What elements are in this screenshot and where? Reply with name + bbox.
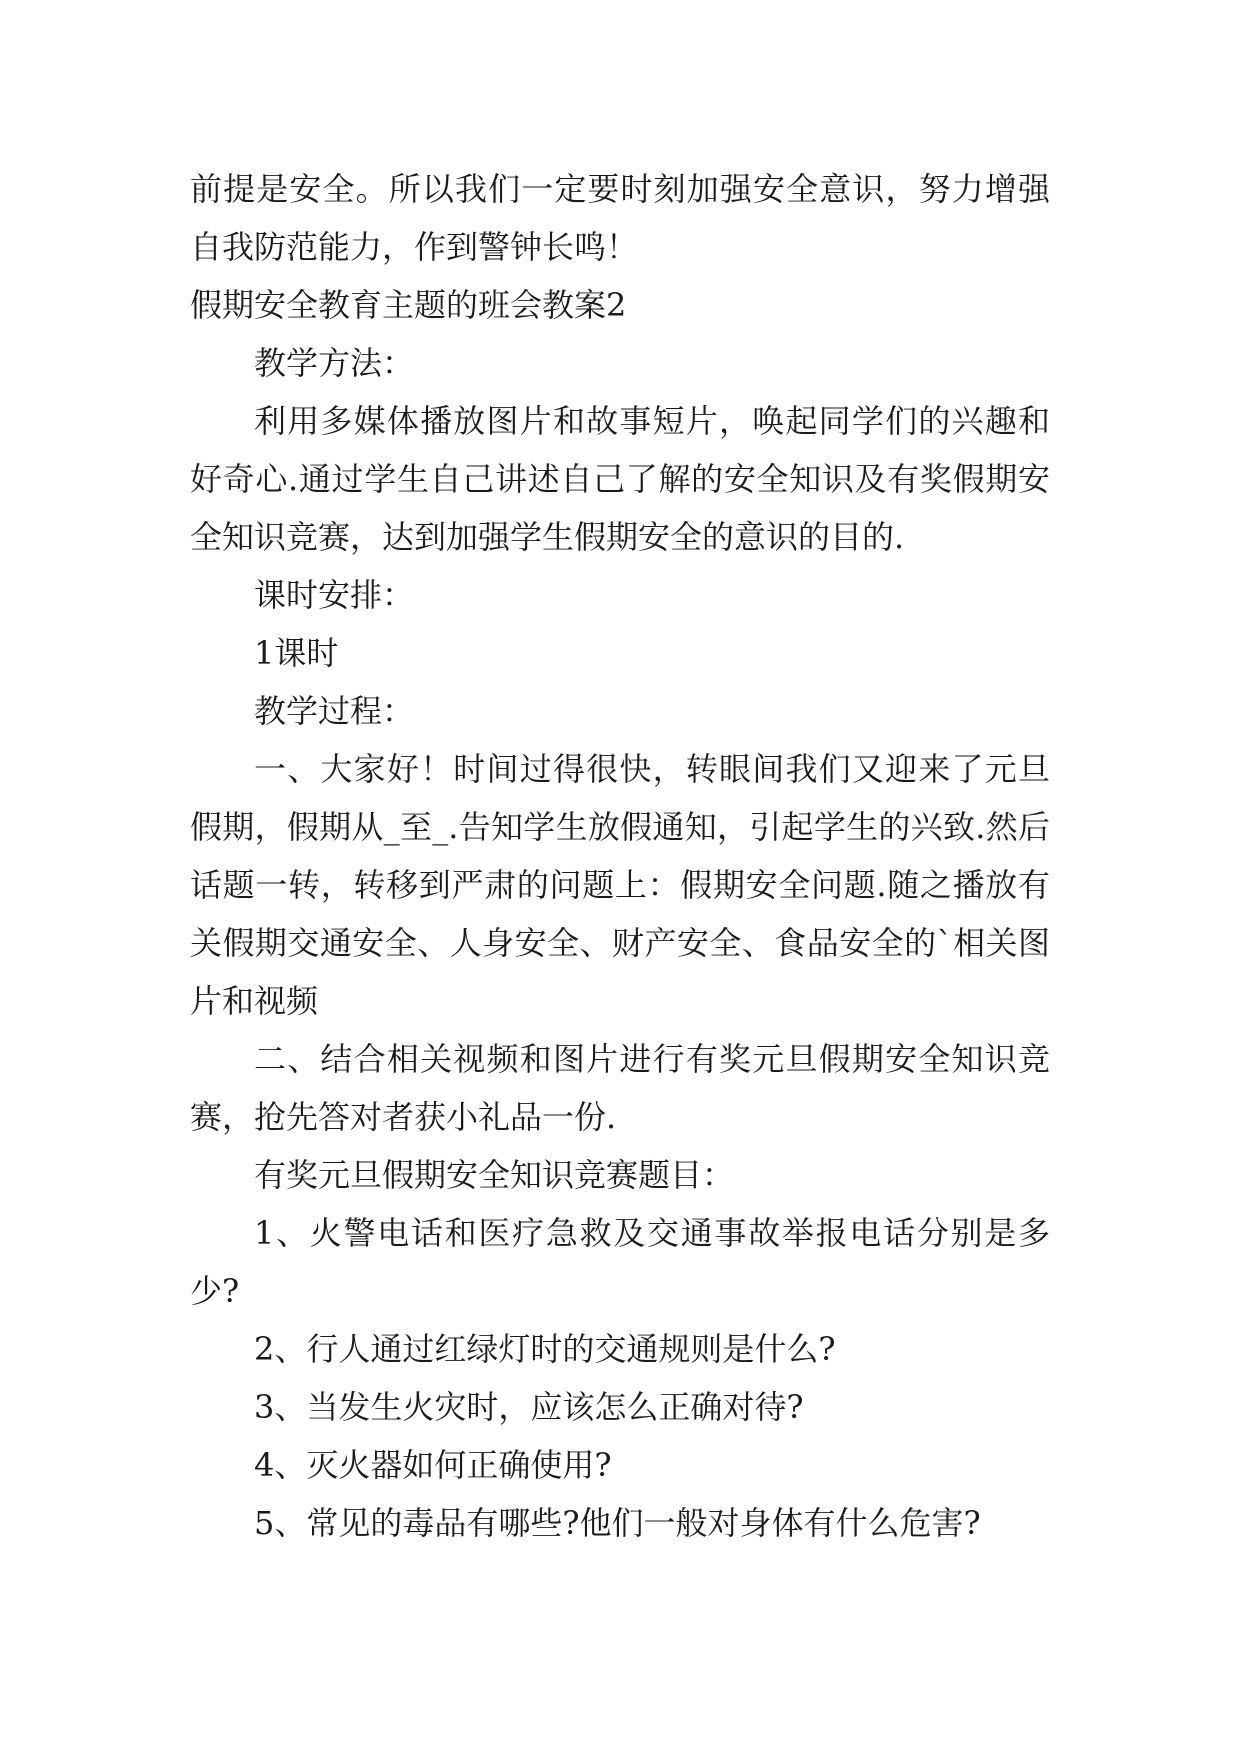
process-step-one: 一、大家好！时间过得很快，转眼间我们又迎来了元旦假期，假期从_至_.告知学生放假通知，引起学生的兴致.然后话题一转，转移到严肃的问题上：假期安全问题.随之播放有关假期交通安全、人身安全、财产安全、食品安全的`相关图片和视频 [190,750,1050,1020]
quiz-question-2: 2、行人通过红绿灯时的交通规则是什么? [254,1330,836,1368]
quiz-question-3: 3、当发生火灾时，应该怎么正确对待? [254,1388,804,1426]
class-hours-label: 课时安排： [254,576,415,614]
quiz-question-5: 5、常见的毒品有哪些?他们一般对身体有什么危害? [254,1504,981,1542]
teaching-process-label: 教学过程： [254,692,415,730]
section-heading: 假期安全教育主题的班会教案2 [190,286,627,324]
teaching-method-paragraph: 利用多媒体播放图片和故事短片，唤起同学们的兴趣和好奇心.通过学生自己讲述自己了解的安全知识及有奖假期安全知识竞赛，达到加强学生假期安全的意识的目的. [190,402,1050,556]
paragraph-continuation: 前提是安全。所以我们一定要时刻加强安全意识，努力增强自我防范能力，作到警钟长鸣！ [190,170,1050,266]
quiz-question-4: 4、灭火器如何正确使用? [254,1446,612,1484]
quiz-heading: 有奖元旦假期安全知识竞赛题目： [254,1156,735,1194]
class-hours-value: 1课时 [254,634,339,672]
quiz-question-1: 1、火警电话和医疗急救及交通事故举报电话分别是多少? [190,1214,1050,1310]
teaching-method-label: 教学方法： [254,344,415,382]
process-step-two: 二、结合相关视频和图片进行有奖元旦假期安全知识竞赛，抢先答对者获小礼品一份. [190,1040,1050,1136]
document-body [190,160,1050,1552]
